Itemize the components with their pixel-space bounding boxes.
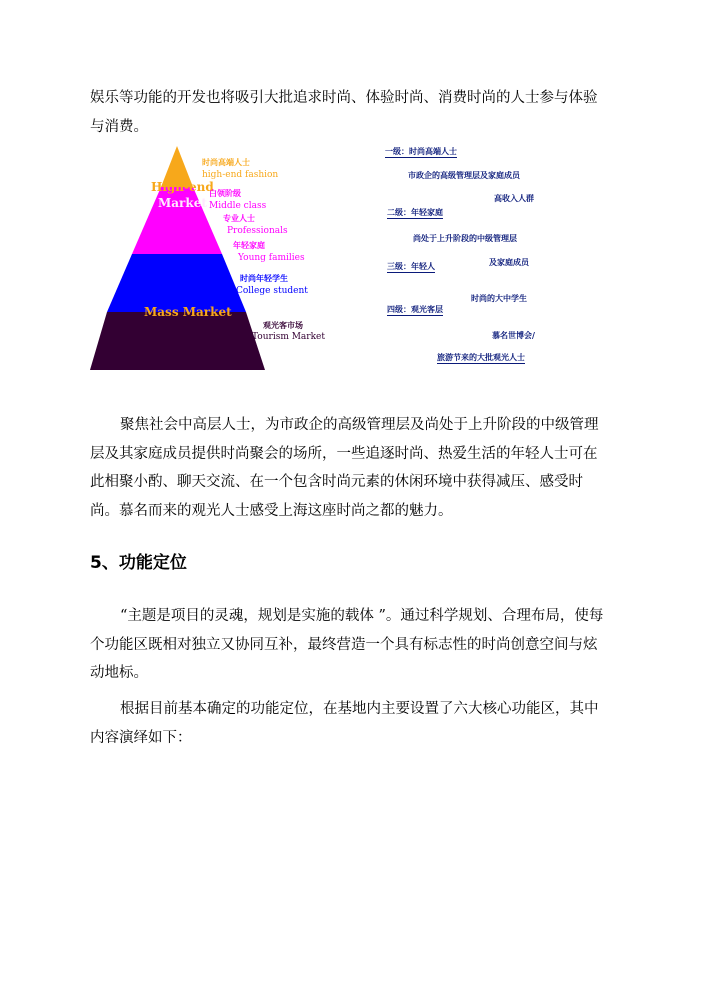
tier-4-line-1: 慕名世博会/ [492, 330, 535, 340]
pyramid-label-cn-0: 时尚高端人士 [202, 157, 250, 167]
section-heading: 5、功能定位 [90, 553, 187, 573]
tier-4-title: 四级：观光客层 [387, 304, 443, 314]
tier-4-line-2: 旅游节来的大批观光人士 [437, 352, 525, 362]
intro-paragraph: 娱乐等功能的开发也将吸引大批追求时尚、体验时尚、消费时尚的人士参与体验与消费。 [90, 90, 598, 135]
tier-2-title: 二级：年轻家庭 [387, 207, 443, 217]
tier-1-line-2: 高收入人群 [494, 193, 534, 203]
market-pyramid-figure [88, 140, 558, 376]
tier-3-line-1: 时尚的大中学生 [471, 293, 527, 303]
pyramid-label-cn-4: 时尚年轻学生 [240, 273, 288, 283]
pyramid-label-en-3: Young families [238, 253, 305, 263]
pyramid-label-en-4: College student [236, 286, 308, 296]
theme-paragraph: “主题是项目的灵魂，规划是实施的载体 ”。通过科学规划、合理布局，使每个功能区既相对独立又协同互补，最终营造一个具有标志性的时尚创意空间与炫动地标。 [90, 608, 604, 681]
pyramid-label-cn-5: 观光客市场 [263, 320, 303, 330]
pyramid-label-cn-2: 专业人士 [223, 213, 255, 223]
tier-2-line-2: 及家庭成员 [489, 257, 529, 267]
mass-market-label: Mass Market [144, 305, 232, 319]
pyramid-label-en-0: high-end fashion [202, 170, 279, 180]
tier-3-title: 三级：年轻人 [387, 261, 435, 271]
high-end-label: High-end [151, 180, 214, 194]
core-paragraph: 根据目前基本确定的功能定位，在基地内主要设置了六大核心功能区，其中内容演绎如下： [90, 701, 599, 746]
tier-1-title: 一级：时尚高端人士 [385, 146, 457, 156]
pyramid-tier-bottom [90, 312, 265, 370]
pyramid-label-cn-1: 白领阶级 [209, 188, 241, 198]
focus-paragraph: 聚焦社会中高层人士，为市政企的高级管理层及尚处于上升阶段的中级管理层及其家庭成员提供时尚聚会的场所，一些追逐时尚、热爱生活的年轻人士可在此相聚小酌、聊天交流、在一个包含时尚元素的休闲环境中获得减压、感受时尚。慕名而来的观光人士感受上海这座时尚之都的魅力。 [90, 417, 599, 519]
market-label: Market [158, 196, 207, 210]
pyramid-label-en-5: Tourism Market [252, 332, 325, 342]
pyramid-label-en-2: Professionals [227, 226, 288, 236]
tier-1-line-1: 市政企的高级管理层及家庭成员 [408, 170, 520, 180]
pyramid-label-cn-3: 年轻家庭 [233, 240, 265, 250]
pyramid-tier-middle [107, 254, 246, 312]
tier-2-line-1: 尚处于上升阶段的中级管理层 [413, 233, 517, 243]
pyramid-label-en-1: Middle class [209, 201, 267, 211]
